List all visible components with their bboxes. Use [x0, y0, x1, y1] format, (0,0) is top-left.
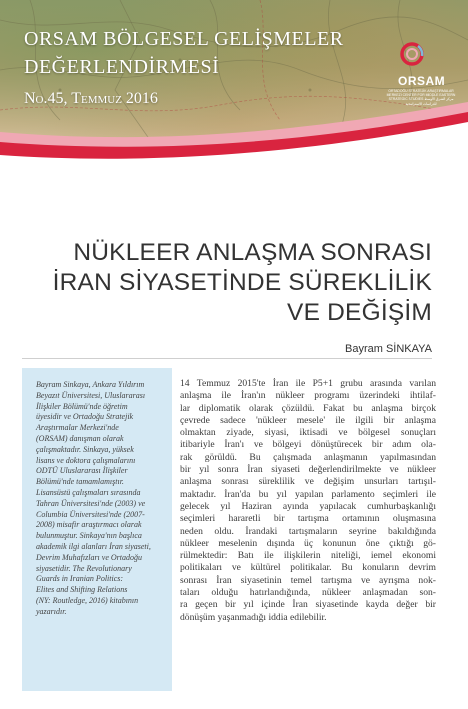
body-line: rülmektedir: Batı ile ilişkilerin niteliği, iemel ekonomi [180, 550, 436, 562]
cover-header [0, 0, 468, 165]
title-line: NÜKLEER ANLAŞMA SONRASI [73, 239, 432, 266]
author-bio: Bayram Sinkaya, Ankara Yıldırım Beyazıt Üniversitesi, Uluslararası İlişkiler Bölümü'nde öğretim üyesidir ve Ortadoğu Stratejik Araştırmalar Merkezi'nde (ORSAM) danışman olarak çalışmaktadır. Sinkaya, yüksek lisans ve doktora çalışmalarını ODTÜ Uluslararası İlişkiler Bölümü'nde tamamlamıştır. Lisansüstü çalışmaları sırasında Tahran Üniversitesi'nde (2003) ve Columbia Üniversitesi'nde (2007- 2008) misafir araştırmacı olarak bulunmuştur. Sinkaya'nın başlıca akademik ilgi alanları İran siyaseti, Devrim Muhafızları ve Ortadoğu siyasetidir. The Revolutionary Guards in Iranian Politics: Elites and Shifting Relations (NY: Routledge, 2016) kitabının yazarıdır. [36, 380, 151, 616]
body-line: gelecek yıl Haziran ayında yapılacak cumhurbaşkanlığı [180, 500, 436, 512]
body-line: itibariyle İran'ı ve bölgeyi dönüştürecek bir adım ola- [180, 439, 436, 451]
series-title-line2: DEĞERLENDİRMESİ [24, 56, 220, 78]
body-line: bir yıl sonra İran siyaseti değerlendirilmekte ve nükleer [180, 464, 436, 476]
body-line: çevrede sadece 'nükleer mesele' ile ilgili bir anlaşma [180, 414, 436, 426]
body-line: lar diplomatik olarak çözüldü. Fakat bu anlaşma birçok [180, 402, 436, 414]
title-line: İRAN SİYASETİNDE SÜREKLİLİK [52, 269, 432, 296]
body-line: anlaşma sonrası süreklilik ve değişim unsurları tartışıl- [180, 476, 436, 488]
body-line: politikaları ve kültürel politikalar. Bu konuların devrim [180, 562, 436, 574]
author-bio-box [22, 368, 172, 691]
logo-subtitle: ORTADOĞU STRATEJİK ARAŞTIRMALAR MERKEZİ CENTER FOR MIDDLE EASTERN STRATEGIC STUDIES مركز الشرق الأوسط للدراسات الاستراتيجية [386, 89, 456, 106]
series-title-line1: ORSAM BÖLGESEL GELİŞMELER [24, 28, 344, 50]
article-title [12, 238, 432, 328]
logo-name: ORSAM [398, 74, 446, 88]
body-line: neden oldu. İrandaki tartışmaların seyrine bakıldığında [180, 525, 436, 537]
body-line: taları olduğu hatırlandığında, nükleer anlaşmadan son- [180, 587, 436, 599]
article-summary [180, 378, 436, 624]
body-line: seçimleri hararetli bir tartışma ortamının oluşmasına [180, 513, 436, 525]
body-line: anlaşma ile İran'ın nükleer programı üzerindeki ihtilaf- [180, 390, 436, 402]
orsam-logo-icon [392, 36, 456, 76]
body-line: maktadır. İran'da bu yıl yapılan parlamento seçimleri ile [180, 488, 436, 500]
author-name: Bayram SİNKAYA [344, 343, 432, 355]
body-line: ra geçen bir yıl içinde İran siyasetinde kayda değer bir [180, 599, 436, 611]
divider [22, 358, 432, 359]
body-line: nükleer meselenin dışında üç konunun öne çıktığı gö- [180, 537, 436, 549]
body-line: sonrası İran siyasetinin temel tartışma ve ayrışma nok- [180, 574, 436, 586]
body-line: rak görüldü. Bu çalışmada anlaşmanın yapılmasından [180, 451, 436, 463]
body-line: olmaktan ziyade, siyasi, iktisadi ve bölgesel sonuçları [180, 427, 436, 439]
body-line: 14 Temmuz 2015'te İran ile P5+1 grubu arasında varılan [180, 378, 436, 389]
body-line: dönüşüm yaşanmadığı iddia edilebilir. [180, 611, 327, 623]
title-line: VE DEĞİŞİM [287, 299, 432, 326]
issue-label: No.45, Temmuz 2016 [24, 90, 158, 107]
